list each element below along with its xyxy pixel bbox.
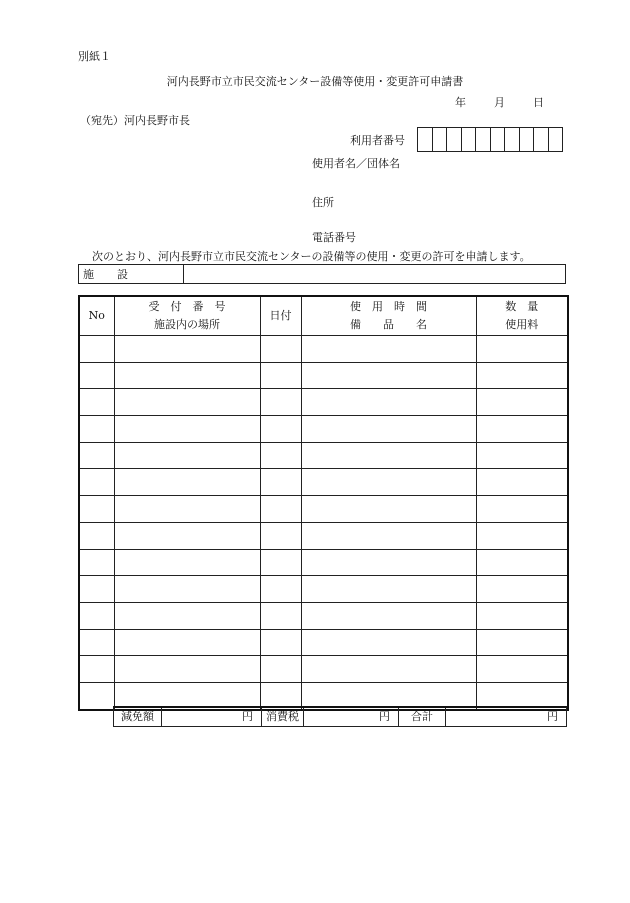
table-cell[interactable] (260, 522, 301, 549)
tax-field[interactable] (304, 708, 399, 726)
table-cell[interactable] (260, 416, 301, 443)
date-day: 日 (533, 96, 544, 109)
table-cell[interactable] (79, 656, 114, 683)
table-cell[interactable] (79, 576, 114, 603)
digit-box[interactable] (433, 128, 448, 151)
table-cell[interactable] (301, 362, 476, 389)
totals-row (113, 706, 567, 727)
header-receipt (114, 296, 260, 336)
digit-box[interactable] (491, 128, 506, 151)
table-cell[interactable] (79, 549, 114, 576)
table-cell[interactable] (114, 549, 260, 576)
yen-unit: 円 (547, 710, 558, 723)
table-cell[interactable] (79, 496, 114, 523)
table-row (79, 336, 568, 363)
header-quantity: 数 量 (505, 300, 539, 313)
table-cell[interactable] (114, 602, 260, 629)
date-month: 月 (494, 96, 505, 109)
digit-box[interactable] (418, 128, 433, 151)
total-label: 合計 (399, 708, 446, 726)
table-cell[interactable] (301, 522, 476, 549)
address-label: 住所 (312, 196, 334, 209)
request-text: 次のとおり、河内長野市立市民交流センターの設備等の使用・変更の許可を申請します。 (92, 250, 531, 263)
table-cell[interactable] (301, 496, 476, 523)
table-cell[interactable] (301, 416, 476, 443)
table-cell[interactable] (260, 469, 301, 496)
table-cell[interactable] (476, 496, 568, 523)
table-cell[interactable] (260, 576, 301, 603)
table-row (79, 576, 568, 603)
tax-label: 消費税 (262, 708, 304, 726)
table-row (79, 469, 568, 496)
table-cell[interactable] (301, 336, 476, 363)
attachment-label: 別紙１ (78, 50, 111, 63)
table-cell[interactable] (114, 629, 260, 656)
table-cell[interactable] (301, 549, 476, 576)
facility-field[interactable] (184, 265, 565, 283)
table-cell[interactable] (260, 549, 301, 576)
table-row (79, 362, 568, 389)
total-field[interactable] (446, 708, 566, 726)
table-cell[interactable] (476, 576, 568, 603)
table-row (79, 549, 568, 576)
digit-box[interactable] (549, 128, 563, 151)
table-cell[interactable] (476, 389, 568, 416)
usage-table (78, 295, 569, 711)
digit-box[interactable] (534, 128, 549, 151)
table-cell[interactable] (476, 549, 568, 576)
discount-label: 減免額 (114, 708, 162, 726)
header-no: No (79, 296, 114, 336)
table-cell[interactable] (114, 469, 260, 496)
digit-box[interactable] (462, 128, 477, 151)
table-cell[interactable] (476, 362, 568, 389)
table-cell[interactable] (114, 522, 260, 549)
table-cell[interactable] (260, 602, 301, 629)
table-cell[interactable] (114, 362, 260, 389)
table-cell[interactable] (79, 442, 114, 469)
addressee: （宛先）河内長野市長 (80, 114, 190, 127)
table-cell[interactable] (260, 629, 301, 656)
table-cell[interactable] (476, 629, 568, 656)
digit-box[interactable] (520, 128, 535, 151)
header-usage-time: 使 用 時 間 (350, 300, 427, 313)
table-cell[interactable] (260, 442, 301, 469)
table-cell[interactable] (476, 469, 568, 496)
table-cell[interactable] (301, 576, 476, 603)
table-cell[interactable] (260, 389, 301, 416)
header-equipment: 備 品 名 (350, 318, 427, 331)
table-row (79, 389, 568, 416)
yen-unit: 円 (379, 710, 390, 723)
table-cell[interactable] (79, 629, 114, 656)
table-cell[interactable] (79, 389, 114, 416)
table-cell[interactable] (79, 682, 114, 709)
table-cell[interactable] (476, 602, 568, 629)
table-cell[interactable] (79, 362, 114, 389)
table-cell[interactable] (79, 602, 114, 629)
table-cell[interactable] (476, 442, 568, 469)
table-cell[interactable] (476, 522, 568, 549)
table-cell[interactable] (114, 389, 260, 416)
yen-unit: 円 (242, 710, 253, 723)
user-number-label: 利用者番号 (350, 134, 405, 147)
digit-box[interactable] (476, 128, 491, 151)
table-cell[interactable] (79, 336, 114, 363)
table-row (79, 496, 568, 523)
digit-box[interactable] (505, 128, 520, 151)
user-number-boxes[interactable] (417, 127, 563, 152)
table-cell[interactable] (476, 336, 568, 363)
table-cell[interactable] (301, 656, 476, 683)
table-row (79, 629, 568, 656)
table-cell[interactable] (476, 416, 568, 443)
table-cell[interactable] (114, 442, 260, 469)
header-location: 施設内の場所 (154, 318, 220, 331)
table-cell[interactable] (301, 442, 476, 469)
table-row (79, 416, 568, 443)
table-row (79, 522, 568, 549)
table-cell[interactable] (114, 336, 260, 363)
table-row (79, 602, 568, 629)
table-cell[interactable] (114, 656, 260, 683)
table-cell[interactable] (79, 469, 114, 496)
table-cell[interactable] (260, 362, 301, 389)
header-fee: 使用料 (505, 318, 539, 331)
table-cell[interactable] (114, 576, 260, 603)
table-cell[interactable] (301, 629, 476, 656)
table-cell[interactable] (301, 602, 476, 629)
table-cell[interactable] (260, 336, 301, 363)
header-usage (301, 296, 476, 336)
table-cell[interactable] (260, 496, 301, 523)
table-cell[interactable] (260, 656, 301, 683)
phone-label: 電話番号 (312, 231, 356, 244)
table-cell[interactable] (114, 416, 260, 443)
header-qty (476, 296, 568, 336)
form-title: 河内長野市立市民交流センター設備等使用・変更許可申請書 (166, 75, 464, 88)
table-row (79, 442, 568, 469)
applicant-label: 使用者名／団体名 (312, 157, 400, 170)
table-cell[interactable] (114, 496, 260, 523)
table-cell[interactable] (301, 389, 476, 416)
date-line (455, 94, 544, 110)
digit-box[interactable] (447, 128, 462, 151)
table-cell[interactable] (79, 416, 114, 443)
table-cell[interactable] (476, 656, 568, 683)
date-year: 年 (455, 96, 466, 109)
discount-field[interactable] (162, 708, 262, 726)
header-receipt-number: 受 付 番 号 (148, 300, 226, 313)
facility-row (78, 264, 566, 284)
facility-label: 施 設 (79, 265, 184, 283)
table-cell[interactable] (79, 522, 114, 549)
table-row (79, 656, 568, 683)
header-date: 日付 (260, 296, 301, 336)
table-cell[interactable] (301, 469, 476, 496)
